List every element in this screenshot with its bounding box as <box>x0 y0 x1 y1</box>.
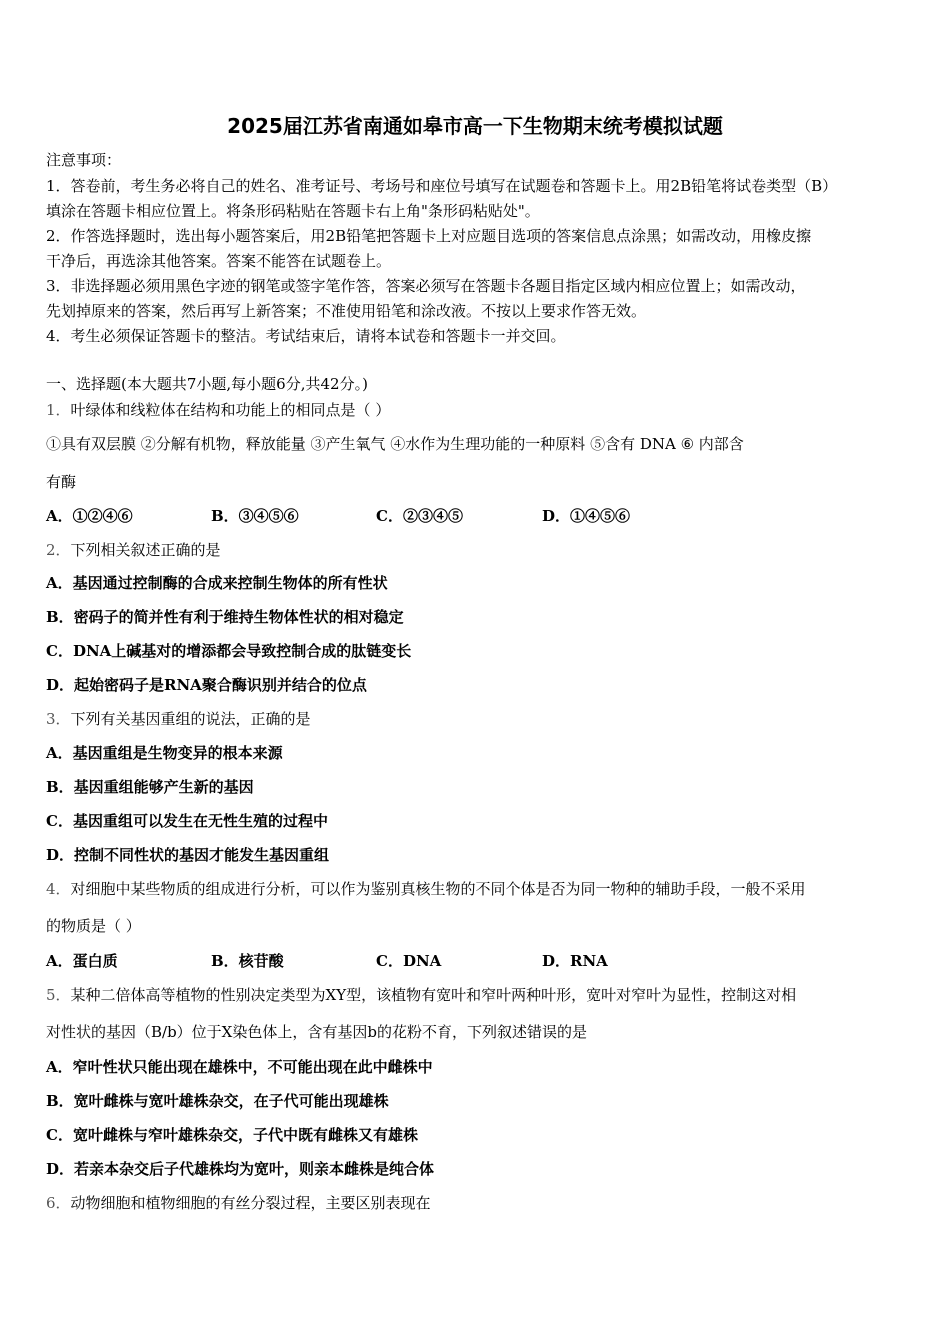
question-number: 6． <box>46 1194 71 1212</box>
question-stem: 下列有关基因重组的说法，正确的是 <box>70 710 311 728</box>
option-d[interactable]: D．RNA <box>542 952 608 970</box>
question-4 <box>46 879 806 899</box>
option-b[interactable]: B．核苷酸 <box>211 952 284 970</box>
notice-line: 2．作答选择题时，选出每小题答案后，用2B铅笔把答题卡上对应题目选项的答案信息点涂黑；如需改动，用橡皮擦 <box>46 227 812 245</box>
question-stem-continued: 的物质是（ ） <box>46 917 141 935</box>
option-d[interactable]: D．①④⑤⑥ <box>542 507 631 525</box>
option-b[interactable]: B．③④⑤⑥ <box>211 507 299 525</box>
option-c[interactable]: C．基因重组可以发生在无性生殖的过程中 <box>46 812 328 830</box>
question-number: 4． <box>46 880 71 898</box>
question-stem: 对细胞中某些物质的组成进行分析，可以作为鉴别真核生物的不同个体是否为同一物种的辅助手段，一般不采用 <box>70 880 806 898</box>
option-c[interactable]: C．宽叶雌株与窄叶雄株杂交，子代中既有雌株又有雄株 <box>46 1126 418 1144</box>
option-a[interactable]: A．基因重组是生物变异的根本来源 <box>46 744 283 762</box>
question-stem-continued: 对性状的基因（B/b）位于X染色体上，含有基因b的花粉不育，下列叙述错误的是 <box>46 1023 587 1041</box>
notice-line: 填涂在答题卡相应位置上。将条形码粘贴在答题卡右上角"条形码粘贴处"。 <box>46 202 540 220</box>
question-stem: 动物细胞和植物细胞的有丝分裂过程，主要区别表现在 <box>70 1194 431 1212</box>
question-stem: 某种二倍体高等植物的性别决定类型为XY型，该植物有宽叶和窄叶两种叶形，宽叶对窄叶为显性，控制这对相 <box>70 986 797 1004</box>
notice-line: 1．答卷前，考生务必将自己的姓名、准考证号、考场号和座位号填写在试题卷和答题卡上。用2B铅笔将试卷类型（B） <box>46 177 838 195</box>
notice-heading: 注意事项： <box>46 151 122 169</box>
notice-line: 干净后，再选涂其他答案。答案不能答在试题卷上。 <box>46 252 392 270</box>
option-a[interactable]: A．窄叶性状只能出现在雄株中，不可能出现在此中雌株中 <box>46 1058 433 1076</box>
option-c[interactable]: C．②③④⑤ <box>376 507 463 525</box>
option-b[interactable]: B．密码子的简并性有利于维持生物体性状的相对稳定 <box>46 608 404 626</box>
question-5 <box>46 985 796 1005</box>
option-b[interactable]: B．基因重组能够产生新的基因 <box>46 778 254 796</box>
question-6 <box>46 1193 431 1213</box>
question-number: 2． <box>46 541 71 559</box>
option-c[interactable]: C．DNA <box>376 952 442 970</box>
option-d[interactable]: D．若亲本杂交后子代雄株均为宽叶，则亲本雌株是纯合体 <box>46 1160 435 1178</box>
question-number: 5． <box>46 986 71 1004</box>
option-d[interactable]: D．控制不同性状的基因才能发生基因重组 <box>46 846 330 864</box>
question-number: 3． <box>46 710 71 728</box>
option-a[interactable]: A．蛋白质 <box>46 952 118 970</box>
page-title: 2025届江苏省南通如皋市高一下生物期末统考模拟试题 <box>227 114 723 138</box>
question-stem: 叶绿体和线粒体在结构和功能上的相同点是（ ） <box>70 401 391 419</box>
question-2 <box>46 540 221 560</box>
option-c[interactable]: C．DNA上碱基对的增添都会导致控制合成的肽链变长 <box>46 642 412 660</box>
q1-items-line: 有酶 <box>46 473 77 491</box>
notice-line: 4．考生必须保证答题卡的整洁。考试结束后，请将本试卷和答题卡一并交回。 <box>46 327 566 345</box>
question-stem: 下列相关叙述正确的是 <box>70 541 221 559</box>
option-a[interactable]: A．基因通过控制酶的合成来控制生物体的所有性状 <box>46 574 388 592</box>
option-b[interactable]: B．宽叶雌株与宽叶雄株杂交，在子代可能出现雄株 <box>46 1092 389 1110</box>
notice-line: 3．非选择题必须用黑色字迹的钢笔或签字笔作答，答案必须写在答题卡各题目指定区域内相应位置上；如需改动， <box>46 277 806 295</box>
question-1 <box>46 400 390 420</box>
option-a[interactable]: A．①②④⑥ <box>46 507 133 525</box>
q1-items-line: ①具有双层膜 ②分解有机物，释放能量 ③产生氧气 ④水作为生理功能的一种原料 ⑤含有 DNA ⑥ 内部含 <box>46 435 744 453</box>
option-d[interactable]: D．起始密码子是RNA聚合酶识别并结合的位点 <box>46 676 367 694</box>
section-heading: 一、选择题(本大题共7小题,每小题6分,共42分。) <box>46 375 368 393</box>
notice-line: 先划掉原来的答案，然后再写上新答案；不准使用铅笔和涂改液。不按以上要求作答无效。 <box>46 302 647 320</box>
question-number: 1． <box>46 401 71 419</box>
question-3 <box>46 709 311 729</box>
